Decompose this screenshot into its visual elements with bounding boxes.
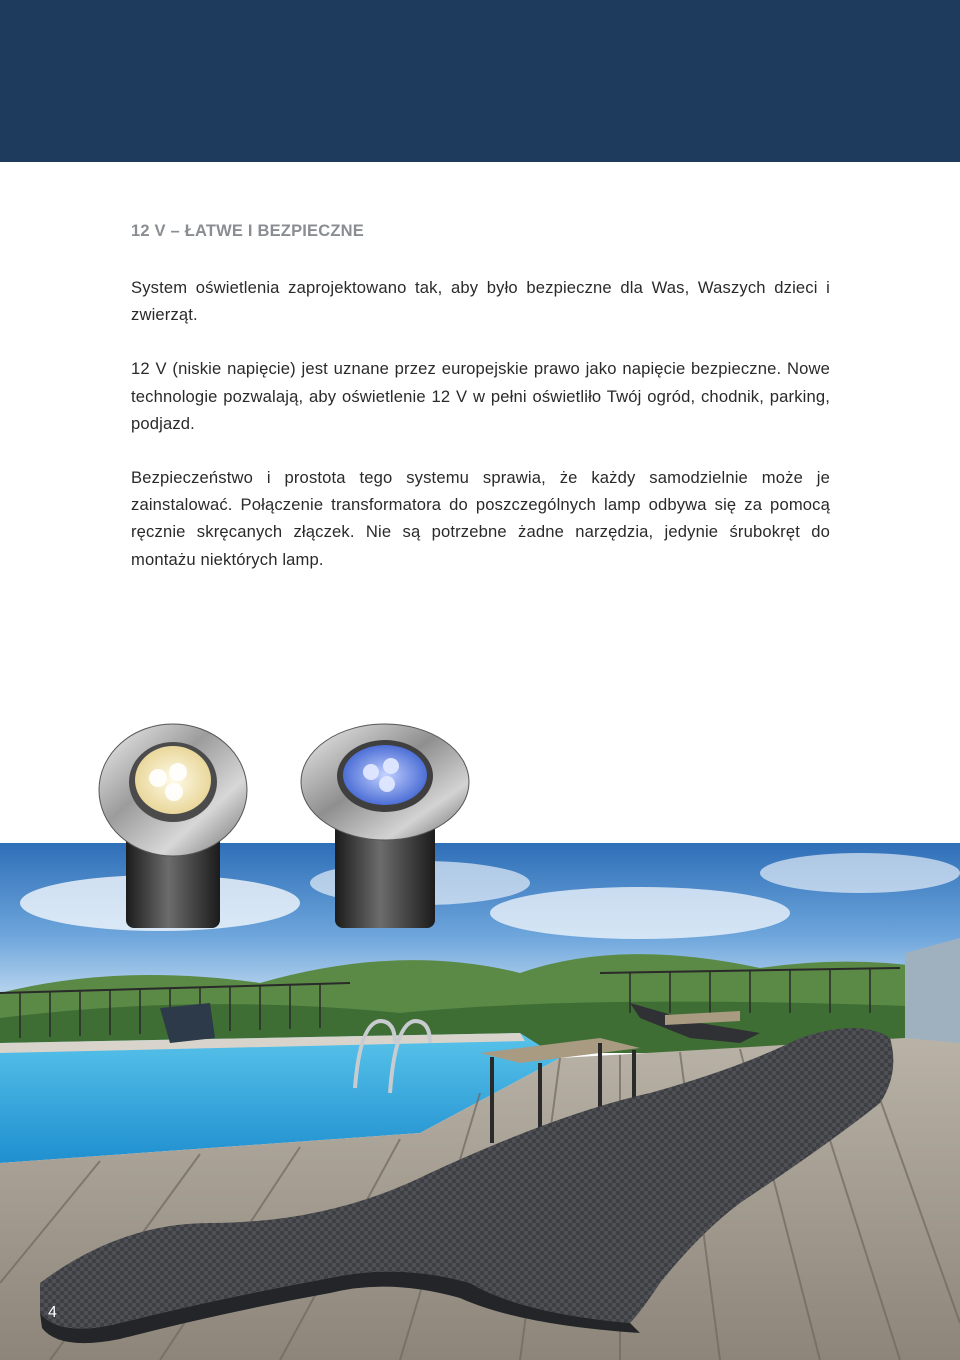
paragraph-intro: System oświetlenia zaprojektowano tak, aby było bezpieczne dla Was, Waszych dzieci i zwierząt. bbox=[131, 278, 830, 325]
page-number: 4 bbox=[48, 1304, 57, 1321]
warm-white-led-spotlight-icon bbox=[98, 720, 248, 945]
text-section bbox=[131, 222, 830, 573]
paragraph-voltage: 12 V (niskie napięcie) jest uznane przez europejskie prawo jako napięcie bezpieczne. Nowe technologie pozwalają, aby oświetlenie 12 V w pełni oświetliło Twój ogród, chodnik, parking, podjazd. bbox=[131, 359, 830, 433]
blue-led-spotlight-icon bbox=[299, 720, 471, 945]
paragraph-installation: Bezpieczeństwo i prostota tego systemu sprawia, że każdy samodzielnie może je zainstalować. Połączenie transformatora do poszczególnych lamp odbywa się za pomocą ręcznie skręcanych złączek. Nie są potrzebne żadne narzędzia, jedynie śrubokręt do montażu niektórych lamp. bbox=[131, 468, 830, 569]
header-band bbox=[0, 0, 960, 162]
section-title: 12 V – ŁATWE I BEZPIECZNE bbox=[131, 222, 364, 240]
